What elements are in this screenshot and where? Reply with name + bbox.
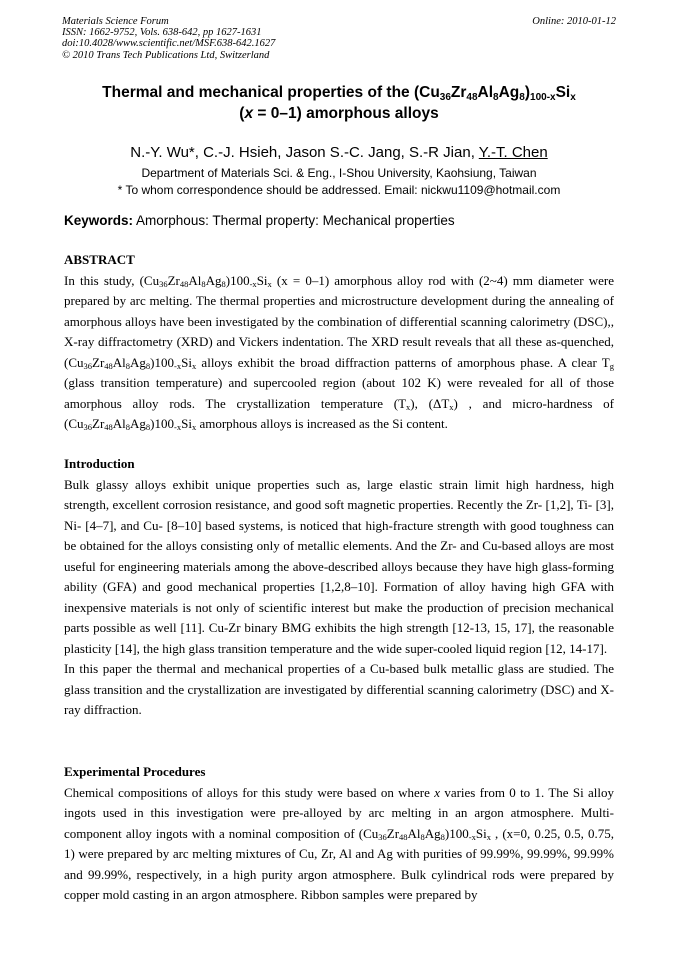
journal-name: Materials Science Forum (62, 16, 169, 27)
keywords (64, 212, 624, 230)
copyright-line: © 2010 Trans Tech Publications Ltd, Switzerland (62, 49, 270, 61)
experimental-section (64, 762, 614, 906)
introduction-paragraph-1: Bulk glassy alloys exhibit unique properties such as, large elastic strain limit high hardness, high strength, excellent corrosion resistance, and good soft magnetic properties. Recently the Zr- [1,2], Ti- [3], Ni- [4–7], and Cu- [8–10] based systems, is noticed that high-fracture strength with good toughness can be obtained for the alloys consisting only of metallic elements. And the Zr- and Cu-based alloys are most useful for engineering materials among the above-described alloys because they have high glass-forming ability (GFA) and good mechanical properties [1,2,8–10]. Formation of alloy having high GFA with inexpensive materials is not only of scientific interest but make the production of precision mechanical parts possible as well [11]. Cu-Zr binary BMG exhibits the high strength [12-13, 15, 17], the reasonable plasticity [14], the high glass transition temperature and the wide super-cooled liquid region [12, 14-17]. (64, 476, 614, 656)
underlined-author: Y.-T. Chen (478, 144, 548, 161)
title-line-1: Thermal and mechanical properties of the $(Cu_{36}Zr_{48}Al_8Ag_8)_{100-x}Si_x$ (102, 84, 576, 103)
journal-header (62, 16, 616, 61)
correspondence-note: * To whom correspondence should be addressed. Email: nickwu1109@hotmail.com (117, 183, 561, 197)
introduction-heading: Introduction (64, 456, 135, 471)
experimental-paragraph: Chemical compositions of alloys for this study were based on where x varies from 0 to 1. The Si alloy ingots used in this investigation were pre-alloyed by arc melting in an argon atmosphere. Multi-component alloy ingots with a nominal composition of $(Cu_{36}Zr_{48}Al_8Ag_8)100_{-x}Si_x$ , (x=0, 0.25, 0.5, 0.75, 1) were prepared by arc melting mixtures of Cu, Zr, Al and Ag with purities of 99.99%, 99.99%, 99.99% and 99.99%, respectively, in a high purity argon atmosphere. Bulk cylindrical rods were prepared by copper mold casting in an argon atmosphere. Ribbon samples were prepared by (64, 784, 614, 902)
abstract-heading: ABSTRACT (64, 252, 135, 267)
keywords-label: Keywords: (64, 213, 134, 228)
affiliation (40, 165, 638, 199)
doi-line: doi:10.4028/www.scientific.net/MSF.638-642.1627 (62, 38, 276, 50)
introduction-section (64, 454, 614, 721)
abstract-paragraph: In this study, $(Cu_{36}Zr_{48}Al_8Ag_8)100_{-x}Si_x$ (x = 0–1) amorphous alloy rod with (2~4) mm diameter were prepared by arc melting. The thermal properties and microstructure development during the annealing of amorphous alloys have been investigated by the combination of differential scanning calorimetry (DSC),, X-ray diffractometry (XRD) and Vickers indentation. The XRD result reveals that all these as-quenched, $(Cu_{36}Zr_{48}Al_8Ag_8)100_{-x}Si_x$ alloys exhibit the broad diffraction patterns of amorphous phase. A clear $T_g$ (glass transition temperature) and supercooled region (about 102 K) were revealed for all of those amorphous alloy rods. The crystallization temperature $(T_x)$, $(\Delta T_x)$ , and micro-hardness of $(Cu_{36}Zr_{48}Al_8Ag_8)100_{-x}Si_x$ amorphous alloys is increased as the Si content. (64, 272, 614, 432)
department: Department of Materials Sci. & Eng., I-Shou University, Kaohsiung, Taiwan (141, 166, 537, 180)
author-list: N.-Y. Wu*, C.-J. Hsieh, Jason S.-C. Jang, S.-R Jian, Y.-T. Chen (130, 144, 548, 161)
introduction-paragraph-2: In this paper the thermal and mechanical properties of a Cu-based bulk metallic glass are studied. The glass transition and the crystallization are investigated by differential scanning calorimetry (DSC) and X-ray diffraction. (64, 661, 614, 717)
online-date: Online: 2010-01-12 (532, 16, 616, 27)
experimental-heading: Experimental Procedures (64, 764, 206, 779)
keywords-text: Amorphous: Thermal property: Mechanical properties (133, 213, 455, 228)
title-line-2: (x = 0–1) amorphous alloys (239, 105, 439, 122)
abstract-section (64, 250, 614, 435)
paper-title (40, 82, 638, 124)
issn-line: ISSN: 1662-9752, Vols. 638-642, pp 1627-1631 (62, 27, 262, 39)
